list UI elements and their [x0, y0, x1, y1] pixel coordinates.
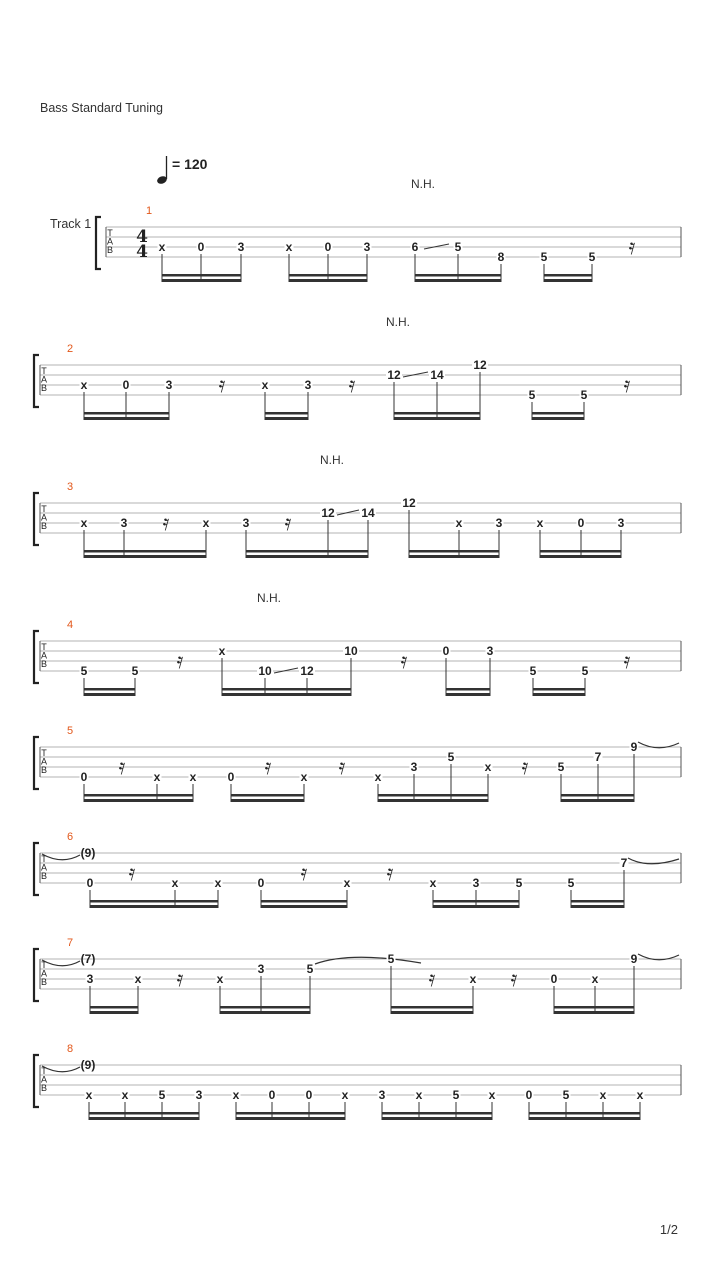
tied-note: (7): [80, 952, 96, 966]
fret-number: 0: [80, 770, 88, 784]
fret-number: 0: [268, 1088, 276, 1102]
staff-bracket: [34, 737, 39, 789]
measure-number: 5: [67, 725, 74, 737]
tab-clef-letter: A: [40, 650, 48, 661]
sixteenth-rest-icon: 𝄿: [623, 649, 631, 674]
beam-secondary: [236, 1112, 345, 1115]
fret-number: x: [455, 516, 463, 530]
fret-number: 10: [344, 644, 358, 658]
measure-number: 8: [67, 1043, 74, 1055]
tie-arc: [42, 1066, 80, 1072]
beam-secondary: [231, 794, 304, 797]
beam-secondary: [222, 688, 351, 691]
tie-arc: [315, 957, 421, 964]
tab-clef-letter: T: [41, 960, 47, 970]
fret-number: x: [214, 876, 222, 890]
beam-primary: [231, 799, 304, 802]
beam-secondary: [554, 1006, 634, 1009]
tab-clef-letter: B: [40, 977, 48, 987]
fret-number: x: [80, 378, 88, 392]
tied-note: (9): [80, 846, 96, 860]
slide-line: [274, 668, 298, 673]
beam-primary: [382, 1117, 492, 1120]
staff-bracket: [96, 217, 101, 269]
fret-number: 3: [304, 378, 312, 392]
beam-primary: [394, 417, 480, 420]
beam-primary: [446, 693, 490, 696]
beam-primary: [554, 1011, 634, 1014]
fret-number: 5: [562, 1088, 570, 1102]
beam-secondary: [265, 412, 308, 415]
fret-number: 0: [305, 1088, 313, 1102]
beam-primary: [533, 693, 585, 696]
beam-primary: [265, 417, 308, 420]
tab-clef-letter: T: [41, 504, 47, 514]
beam-primary: [162, 279, 241, 282]
tab-system: [34, 591, 681, 696]
measure-number: 2: [67, 343, 74, 355]
fret-number: x: [484, 760, 492, 774]
fret-number: x: [591, 972, 599, 986]
tab-clef-letter: B: [40, 765, 48, 775]
beam-secondary: [540, 550, 621, 553]
beam-primary: [90, 1011, 138, 1014]
beam-primary: [84, 417, 169, 420]
beam-secondary: [90, 1006, 138, 1009]
fret-number: 5: [387, 952, 395, 966]
slide-line: [424, 244, 449, 249]
tab-clef-letter: A: [40, 512, 48, 523]
beam-secondary: [162, 274, 241, 277]
natural-harmonic-label: N.H.: [257, 591, 281, 605]
sixteenth-rest-icon: 𝄿: [400, 649, 408, 674]
fret-number: 12: [321, 506, 335, 520]
fret-number: x: [232, 1088, 240, 1102]
tab-clef-letter: B: [40, 659, 48, 669]
tab-system: [34, 725, 681, 802]
tab-clef-letter: A: [40, 968, 48, 979]
beam-secondary: [84, 794, 193, 797]
fret-number: 12: [387, 368, 401, 382]
tab-system: [34, 315, 681, 420]
tab-clef-letter: T: [41, 366, 47, 376]
fret-number: x: [218, 644, 226, 658]
tab-clef-letter: A: [106, 236, 114, 247]
fret-number: x: [536, 516, 544, 530]
tab-clef-letter: T: [41, 748, 47, 758]
fret-number: 5: [515, 876, 523, 890]
sixteenth-rest-icon: 𝄿: [118, 755, 126, 780]
beam-primary: [261, 905, 347, 908]
measure-number: 4: [67, 619, 74, 631]
sixteenth-rest-icon: 𝄿: [428, 967, 436, 992]
fret-number: 5: [80, 664, 88, 678]
tab-system: [34, 831, 681, 908]
fret-number: x: [158, 240, 166, 254]
page-number: 1/2: [659, 1222, 678, 1237]
fret-number: 3: [86, 972, 94, 986]
fret-number: x: [429, 876, 437, 890]
beam-primary: [540, 555, 621, 558]
fret-number: x: [261, 378, 269, 392]
fret-number: 3: [165, 378, 173, 392]
fret-number: 9: [630, 952, 638, 966]
fret-number: x: [85, 1088, 93, 1102]
fret-number: 3: [486, 644, 494, 658]
fret-number: 5: [557, 760, 565, 774]
tab-clef-letter: A: [40, 756, 48, 767]
fret-number: x: [202, 516, 210, 530]
fret-number: 12: [300, 664, 314, 678]
fret-number: 3: [472, 876, 480, 890]
sixteenth-rest-icon: 𝄿: [338, 755, 346, 780]
fret-number: 14: [361, 506, 375, 520]
fret-number: x: [488, 1088, 496, 1102]
sixteenth-rest-icon: 𝄿: [300, 861, 308, 886]
slide-line: [403, 372, 428, 377]
fret-number: x: [285, 240, 293, 254]
beam-secondary: [261, 900, 347, 903]
beam-primary: [222, 693, 351, 696]
tie-arc: [42, 960, 80, 966]
fret-number: 5: [131, 664, 139, 678]
fret-number: x: [636, 1088, 644, 1102]
time-signature-bottom: 4: [136, 242, 148, 262]
staff-bracket: [34, 1055, 39, 1107]
beam-primary: [378, 799, 488, 802]
sixteenth-rest-icon: 𝄿: [623, 373, 631, 398]
beam-secondary: [409, 550, 499, 553]
beam-secondary: [84, 412, 169, 415]
beam-secondary: [433, 900, 519, 903]
fret-number: 0: [525, 1088, 533, 1102]
staff-bracket: [34, 493, 39, 545]
beam-secondary: [378, 794, 488, 797]
fret-number: x: [599, 1088, 607, 1102]
track-name: Track 1: [50, 217, 92, 231]
sixteenth-rest-icon: 𝄿: [176, 967, 184, 992]
fret-number: 5: [452, 1088, 460, 1102]
beam-primary: [391, 1011, 473, 1014]
fret-number: 5: [540, 250, 548, 264]
sixteenth-rest-icon: 𝄿: [264, 755, 272, 780]
fret-number: x: [343, 876, 351, 890]
beam-primary: [220, 1011, 310, 1014]
beam-secondary: [529, 1112, 640, 1115]
fret-number: 9: [630, 740, 638, 754]
slide-line: [337, 510, 359, 515]
beam-primary: [90, 905, 218, 908]
natural-harmonic-label: N.H.: [320, 453, 344, 467]
fret-number: 0: [324, 240, 332, 254]
measure-number: 3: [67, 481, 74, 493]
fret-number: 5: [306, 962, 314, 976]
fret-number: 3: [120, 516, 128, 530]
beam-secondary: [220, 1006, 310, 1009]
beam-secondary: [415, 274, 501, 277]
fret-number: 3: [378, 1088, 386, 1102]
staff-bracket: [34, 949, 39, 1001]
sixteenth-rest-icon: 𝄿: [386, 861, 394, 886]
natural-harmonic-label: N.H.: [411, 177, 435, 191]
beam-secondary: [533, 688, 585, 691]
beam-primary: [409, 555, 499, 558]
fret-number: 5: [454, 240, 462, 254]
fret-number: 3: [257, 962, 265, 976]
beam-secondary: [446, 688, 490, 691]
beam-secondary: [89, 1112, 199, 1115]
beam-primary: [532, 417, 584, 420]
fret-number: 7: [594, 750, 602, 764]
fret-number: x: [153, 770, 161, 784]
fret-number: 3: [363, 240, 371, 254]
fret-number: 0: [86, 876, 94, 890]
fret-number: 0: [227, 770, 235, 784]
tab-clef-letter: B: [40, 1083, 48, 1093]
fret-number: 0: [577, 516, 585, 530]
fret-number: x: [415, 1088, 423, 1102]
fret-number: 0: [122, 378, 130, 392]
fret-number: 0: [197, 240, 205, 254]
sixteenth-rest-icon: 𝄿: [162, 511, 170, 536]
fret-number: 5: [588, 250, 596, 264]
tab-system: [34, 453, 681, 558]
tab-clef-letter: A: [40, 1074, 48, 1085]
fret-number: 5: [581, 664, 589, 678]
sixteenth-rest-icon: 𝄿: [284, 511, 292, 536]
beam-secondary: [382, 1112, 492, 1115]
fret-number: 5: [567, 876, 575, 890]
fret-number: x: [341, 1088, 349, 1102]
tab-system: [34, 937, 681, 1014]
beam-secondary: [289, 274, 367, 277]
tab-clef-letter: A: [40, 862, 48, 873]
beam-primary: [433, 905, 519, 908]
tab-clef-letter: A: [40, 374, 48, 385]
fret-number: 5: [528, 388, 536, 402]
beam-primary: [544, 279, 592, 282]
fret-number: 14: [430, 368, 444, 382]
fret-number: x: [171, 876, 179, 890]
beam-primary: [84, 555, 206, 558]
fret-number: x: [121, 1088, 129, 1102]
fret-number: x: [374, 770, 382, 784]
sixteenth-rest-icon: 𝄿: [128, 861, 136, 886]
beam-primary: [561, 799, 634, 802]
time-signature-top: 4: [136, 227, 148, 247]
fret-number: x: [80, 516, 88, 530]
beam-primary: [529, 1117, 640, 1120]
fret-number: 6: [411, 240, 419, 254]
staff-bracket: [34, 631, 39, 683]
tab-clef-letter: B: [106, 245, 114, 255]
beam-primary: [84, 799, 193, 802]
fret-number: 3: [237, 240, 245, 254]
tab-clef-letter: B: [40, 871, 48, 881]
sixteenth-rest-icon: 𝄿: [176, 649, 184, 674]
tab-clef-letter: B: [40, 383, 48, 393]
beam-primary: [236, 1117, 345, 1120]
fret-number: x: [216, 972, 224, 986]
fret-number: 3: [410, 760, 418, 774]
fret-number: 0: [550, 972, 558, 986]
fret-number: 12: [402, 496, 416, 510]
tie-arc: [42, 854, 80, 860]
beam-secondary: [561, 794, 634, 797]
staff-bracket: [34, 355, 39, 407]
beam-secondary: [84, 688, 135, 691]
sixteenth-rest-icon: 𝄿: [510, 967, 518, 992]
fret-number: 3: [242, 516, 250, 530]
beam-secondary: [571, 900, 624, 903]
staff-bracket: [34, 843, 39, 895]
sixteenth-rest-icon: 𝄿: [348, 373, 356, 398]
beam-secondary: [246, 550, 368, 553]
measure-number: 7: [67, 937, 74, 949]
beam-secondary: [394, 412, 480, 415]
tab-clef-letter: T: [41, 642, 47, 652]
fret-number: 12: [473, 358, 487, 372]
beam-secondary: [84, 550, 206, 553]
fret-number: 5: [529, 664, 537, 678]
fret-number: 8: [497, 250, 505, 264]
fret-number: 5: [447, 750, 455, 764]
beam-primary: [246, 555, 368, 558]
beam-primary: [89, 1117, 199, 1120]
beam-secondary: [391, 1006, 473, 1009]
tab-clef-letter: T: [41, 854, 47, 864]
beam-secondary: [544, 274, 592, 277]
tab-system: [96, 177, 681, 282]
beam-primary: [84, 693, 135, 696]
tab-clef-letter: T: [41, 1066, 47, 1076]
natural-harmonic-label: N.H.: [386, 315, 410, 329]
tempo-value: = 120: [172, 156, 208, 172]
measure-number: 6: [67, 831, 74, 843]
fret-number: x: [189, 770, 197, 784]
beam-primary: [289, 279, 367, 282]
fret-number: 3: [495, 516, 503, 530]
fret-number: 0: [442, 644, 450, 658]
tuning-label: Bass Standard Tuning: [40, 101, 163, 115]
fret-number: x: [469, 972, 477, 986]
beam-primary: [571, 905, 624, 908]
tied-note: (9): [80, 1058, 96, 1072]
measure-number: 1: [146, 205, 153, 217]
beam-secondary: [532, 412, 584, 415]
tab-system: [34, 1043, 681, 1120]
fret-number: x: [300, 770, 308, 784]
fret-number: x: [134, 972, 142, 986]
sixteenth-rest-icon: 𝄿: [521, 755, 529, 780]
fret-number: 10: [258, 664, 272, 678]
beam-secondary: [90, 900, 218, 903]
fret-number: 5: [158, 1088, 166, 1102]
fret-number: 3: [195, 1088, 203, 1102]
fret-number: 5: [580, 388, 588, 402]
fret-number: 3: [617, 516, 625, 530]
fret-number: 7: [620, 856, 628, 870]
sixteenth-rest-icon: 𝄿: [628, 235, 636, 260]
fret-number: 0: [257, 876, 265, 890]
beam-primary: [415, 279, 501, 282]
tab-clef-letter: B: [40, 521, 48, 531]
sixteenth-rest-icon: 𝄿: [218, 373, 226, 398]
tab-clef-letter: T: [107, 228, 113, 238]
